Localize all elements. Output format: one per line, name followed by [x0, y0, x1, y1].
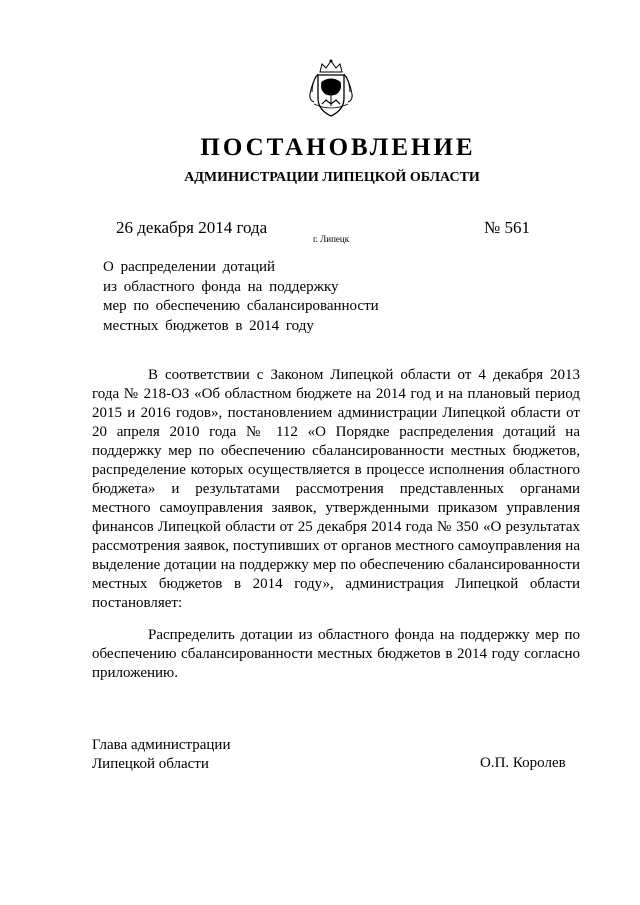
subject-line: местных бюджетов в 2014 году: [103, 317, 314, 334]
signatory-position-line: Глава администрации: [92, 737, 231, 753]
body-paragraph: Распределить дотации из областного фонда на поддержку мер по обеспечению сбалансированности местных бюджетов в 2014 году согласно приложению.: [92, 627, 580, 681]
subject-line: О распределении дотаций: [103, 259, 276, 275]
coat-of-arms-icon: [306, 58, 356, 120]
signatory-position-line: Липецкой области: [92, 756, 209, 772]
document-date: 26 декабря 2014 года: [116, 218, 268, 237]
signatory-name: О.П. Королев: [480, 755, 566, 771]
subject-line: мер по обеспечению сбалансированности: [103, 298, 379, 314]
document-subtitle: АДМИНИСТРАЦИИ ЛИПЕЦКОЙ ОБЛАСТИ: [184, 170, 480, 185]
signatory-position: [92, 736, 230, 774]
document-city: г. Липецк: [313, 234, 350, 244]
document-title: ПОСТАНОВЛЕНИЕ: [200, 134, 476, 161]
document-subject: [103, 258, 403, 336]
document-number: № 561: [484, 218, 530, 237]
body-paragraph: В соответствии с Законом Липецкой области от 4 декабря 2013 года № 218-ОЗ «Об областном бюджете на 2014 год и на плановый период 2015 и 2016 годов», постановлением администрации Липецкой области от 20 апреля 2010 года № 112 «О Порядке распределения дотаций на поддержку мер по обеспечению сбалансированности местных бюджетов, распределение которых осуществляется в процессе исполнения областного бюджета» и результатами рассмотрения представленных органами местного самоуправления заявок, утвержденными приказом управления финансов Липецкой области от 25 декабря 2014 года № 350 «О результатах рассмотрения заявок, поступивших от органов местного самоуправления на выделение дотации на поддержку мер по обеспечению сбалансированности местных бюджетов в 2014 году», администрация Липецкой области постановляет:: [92, 367, 580, 611]
subject-line: из областного фонда на поддержку: [103, 278, 339, 295]
